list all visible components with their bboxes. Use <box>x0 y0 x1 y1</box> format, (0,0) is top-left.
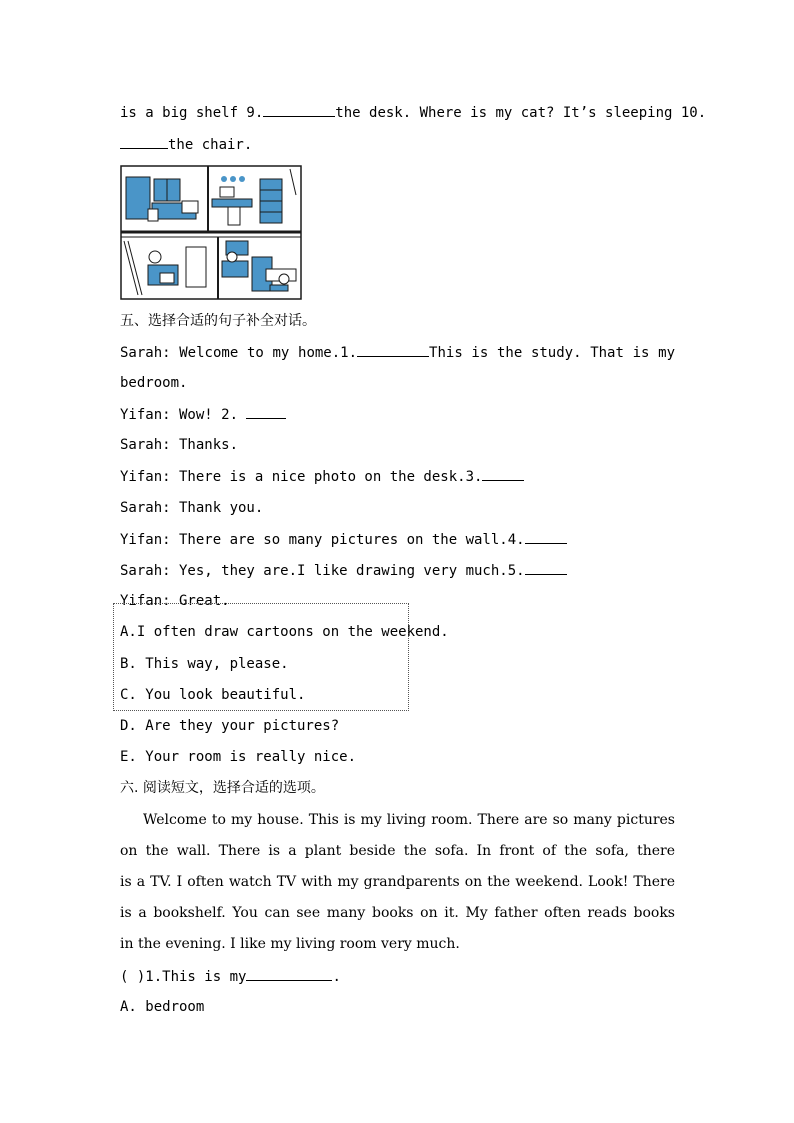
option-a: A.I often draw cartoons on the weekend. <box>120 624 449 640</box>
house-rooms-illustration <box>120 165 302 300</box>
question-10-suffix: the chair. <box>168 137 253 153</box>
dialog-text: Yifan: Wow! 2. <box>120 407 247 423</box>
answer-blank-1[interactable] <box>357 343 429 357</box>
answer-blank-2[interactable] <box>246 405 286 419</box>
question-10-line <box>120 135 675 154</box>
answer-blank-10[interactable] <box>120 135 168 149</box>
dialog-line-4: Sarah: Thanks. <box>120 437 239 453</box>
option-d: D. Are they your pictures? <box>120 718 340 734</box>
dialog-line-6: Sarah: Thank you. <box>120 500 264 516</box>
passage-line-2: on the wall. There is a plant beside the sofa. In front of the sofa, there <box>120 843 675 859</box>
dialog-line-1 <box>120 343 675 362</box>
question-10-text: the desk. Where is my cat? It’s sleeping 10. <box>335 105 707 121</box>
passage-line-1: Welcome to my house. This is my living room. There are so many pictures <box>143 812 675 828</box>
question-text: ( )1.This is my <box>120 969 247 985</box>
section-5-heading: 五、选择合适的句子补全对话。 <box>120 313 316 329</box>
dialog-line-2: bedroom. <box>120 375 188 391</box>
dialog-line-8 <box>120 561 675 580</box>
passage-line-5: in the evening. I like my living room very much. <box>120 936 460 952</box>
question-9-prefix: is a big shelf 9. <box>120 105 264 121</box>
dialog-line-7 <box>120 530 675 549</box>
reading-question-1 <box>120 967 675 986</box>
answer-blank-9[interactable] <box>263 103 335 117</box>
dialog-text: This is the study. That is my <box>429 345 675 361</box>
dialog-line-9: Yifan: Great. <box>120 593 230 609</box>
dialog-text: Yifan: There are so many pictures on the wall.4. <box>120 532 525 548</box>
option-c: C. You look beautiful. <box>120 687 306 703</box>
option-e: E. Your room is really nice. <box>120 749 357 765</box>
answer-blank-4[interactable] <box>525 530 567 544</box>
answer-blank-3[interactable] <box>482 467 524 481</box>
section-6-heading: 六. 阅读短文，选择合适的选项。 <box>120 780 325 796</box>
passage-line-4: is a bookshelf. You can see many books on it. My father often reads books <box>120 905 675 921</box>
question-period: . <box>332 969 341 985</box>
passage-line-3: is a TV. I often watch TV with my grandparents on the weekend. Look! There <box>120 874 675 890</box>
question-9-line <box>120 103 707 122</box>
dialog-line-3 <box>120 405 675 424</box>
option-b: B. This way, please. <box>120 656 289 672</box>
reading-option-a: A. bedroom <box>120 999 205 1015</box>
dialog-text: Yifan: There is a nice photo on the desk.3. <box>120 469 483 485</box>
dialog-text: Sarah: Yes, they are.I like drawing very much.5. <box>120 563 525 579</box>
dialog-text: Sarah: Welcome to my home.1. <box>120 345 358 361</box>
answer-blank-reading-1[interactable] <box>246 967 332 981</box>
answer-blank-5[interactable] <box>525 561 567 575</box>
dialog-line-5 <box>120 467 675 486</box>
